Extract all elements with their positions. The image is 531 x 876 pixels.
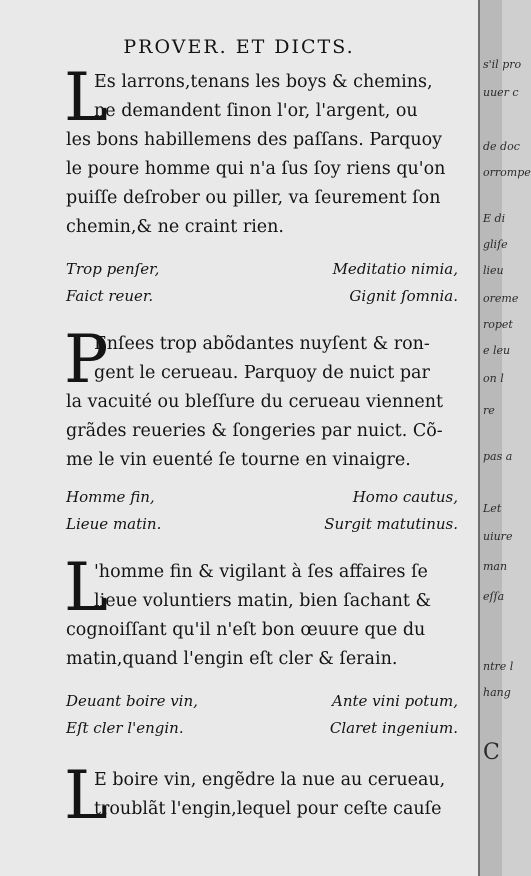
drop-capital: P bbox=[64, 321, 109, 398]
proverb-latin: Gignit ſomnia. bbox=[349, 287, 458, 305]
text-line: les bons habillemens des paſſans. Parquoy bbox=[66, 130, 443, 150]
adjacent-page-text: s'il pro bbox=[483, 58, 522, 71]
adjacent-page-text: on l bbox=[483, 372, 504, 385]
adjacent-page-text: orrompe bbox=[483, 166, 531, 179]
text-line: la vacuité ou bleſſure du cerueau viennent bbox=[66, 392, 444, 412]
adjacent-page-text: hang bbox=[483, 686, 511, 699]
paragraph bbox=[64, 321, 458, 475]
text-line: 'homme fin & vigilant à ſes affaires ſe bbox=[94, 562, 428, 582]
adjacent-page-text: pas a bbox=[483, 450, 513, 463]
adjacent-page-text: Let bbox=[483, 502, 502, 515]
proverb-latin: Claret ingenium. bbox=[329, 719, 458, 737]
proverb-latin: Meditatio nimia, bbox=[332, 260, 458, 278]
adjacent-page-text: oreme bbox=[483, 292, 519, 305]
drop-capital: L bbox=[64, 59, 108, 136]
adjacent-page-text: re bbox=[483, 404, 495, 417]
text-line: puiſſe deſrober ou piller, va ſeurement ſon bbox=[66, 188, 441, 208]
adjacent-page-text: de doc bbox=[483, 140, 520, 153]
proverb-row bbox=[66, 256, 458, 283]
proverb-row bbox=[66, 715, 458, 742]
text-line: le poure homme qui n'a ſus ſoy riens qu'on bbox=[66, 159, 446, 179]
proverb-latin: Ante vini potum, bbox=[332, 692, 458, 710]
proverb-french: Trop penſer, bbox=[66, 260, 160, 278]
adjacent-page-text: ropet bbox=[483, 318, 513, 331]
text-line: me le vin euenté ſe tourne en vinaigre. bbox=[66, 450, 411, 470]
adjacent-page-text: uuer c bbox=[483, 86, 519, 99]
text-line: E boire vin, engẽdre la nue au cerueau, bbox=[94, 770, 446, 790]
text-line: Enſees trop abõdantes nuyſent & ron- bbox=[94, 334, 430, 354]
text-line: matin,quand l'engin eſt cler & ſerain. bbox=[66, 649, 398, 669]
proverb-row bbox=[66, 283, 458, 310]
text-line: troublãt l'engin,lequel pour ceſte cauſe bbox=[94, 799, 442, 819]
proverb-row bbox=[66, 511, 458, 538]
proverb-pair bbox=[66, 688, 458, 742]
drop-capital: L bbox=[64, 757, 108, 834]
text-line: chemin,& ne craint rien. bbox=[66, 217, 284, 237]
adjacent-page-text: uiure bbox=[483, 530, 513, 543]
paragraph bbox=[64, 757, 458, 834]
adjacent-page-text: E di bbox=[483, 212, 506, 225]
adjacent-page-text: e leu bbox=[483, 344, 511, 357]
proverb-french: Homme fin, bbox=[66, 488, 155, 506]
proverb-row bbox=[66, 688, 458, 715]
proverb-french: Eſt cler l'engin. bbox=[66, 719, 184, 737]
proverb-pair bbox=[66, 484, 458, 538]
adjacent-page-text: man bbox=[483, 560, 508, 573]
running-title: PROVER. ET DICTS. bbox=[123, 36, 355, 58]
text-line: cognoiſſant qu'il n'eſt bon œuure que du bbox=[66, 620, 426, 640]
proverb-french: Deuant boire vin, bbox=[66, 692, 198, 710]
text-line: Es larrons,tenans les boys & chemins, bbox=[94, 72, 433, 92]
drop-capital: L bbox=[64, 549, 108, 626]
proverb-french: Faict reuer. bbox=[66, 287, 154, 305]
proverb-latin: Homo cautus, bbox=[352, 488, 458, 506]
adjacent-page-text: lieu bbox=[483, 264, 504, 277]
proverb-row bbox=[66, 484, 458, 511]
proverb-latin: Surgit matutinus. bbox=[324, 515, 458, 533]
text-line: gent le cerueau. Parquoy de nuict par bbox=[94, 363, 430, 383]
proverb-pair bbox=[66, 256, 458, 310]
text-line: grãdes reueries & ſongeries par nuict. Cõ- bbox=[66, 421, 443, 441]
adjacent-page-text: C bbox=[483, 740, 500, 765]
adjacent-page-text: gliſe bbox=[483, 238, 508, 251]
paragraph bbox=[64, 59, 458, 242]
proverb-french: Lieue matin. bbox=[66, 515, 162, 533]
adjacent-page-edge bbox=[478, 0, 531, 876]
adjacent-page-text: ntre l bbox=[483, 660, 514, 673]
text-line: ne demandent ſinon l'or, l'argent, ou bbox=[94, 101, 418, 121]
adjacent-page-text: eſſa bbox=[483, 590, 505, 603]
paragraph bbox=[64, 549, 458, 674]
text-line: lieue voluntiers matin, bien ſachant & bbox=[94, 591, 432, 611]
